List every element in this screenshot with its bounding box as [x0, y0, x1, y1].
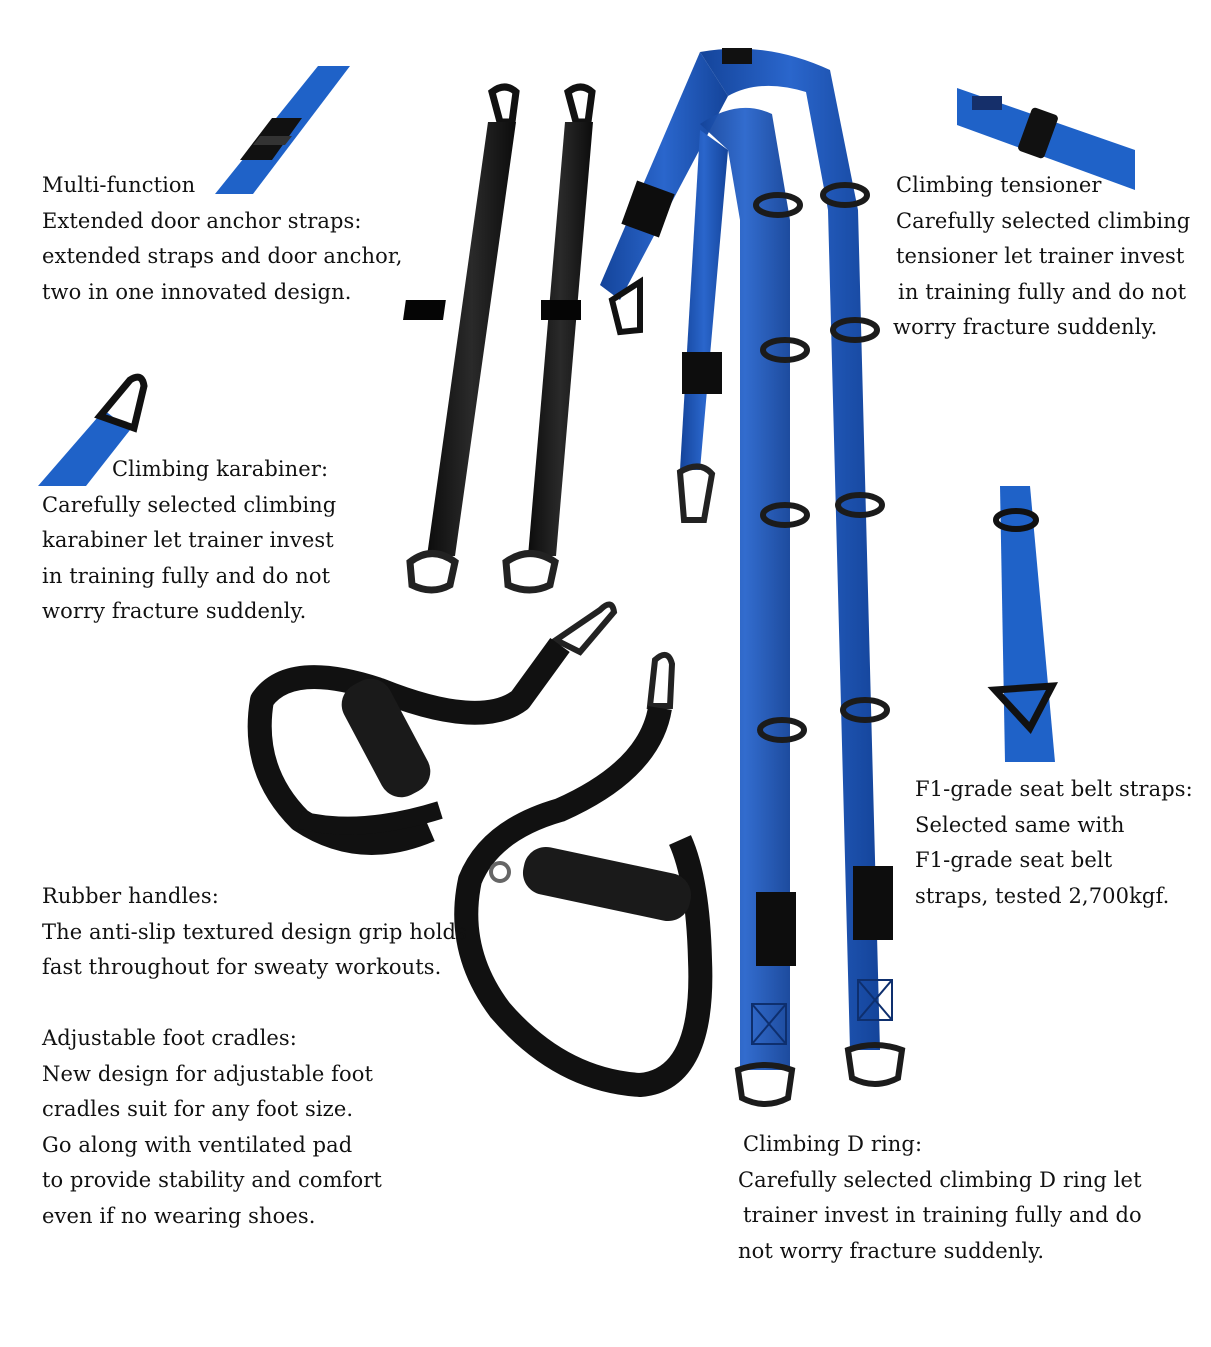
feature-line: karabiner let trainer invest — [42, 528, 334, 552]
feature-title: Climbing karabiner: — [112, 457, 329, 481]
feature-line: F1-grade seat belt — [915, 848, 1113, 872]
feature-line: Extended door anchor straps: — [42, 208, 362, 233]
feature-line: in training fully and do not — [898, 279, 1187, 304]
feature-multi-function — [42, 168, 403, 310]
feature-line: in training fully and do not — [42, 563, 331, 588]
feature-line: Carefully selected climbing D ring let — [738, 1167, 1142, 1192]
feature-rubber-handles — [42, 879, 467, 986]
feature-line: tensioner let trainer invest — [896, 244, 1185, 268]
feature-seat-belt-straps — [915, 772, 1193, 914]
feature-line: two in one innovated design. — [42, 279, 352, 304]
feature-title: Rubber handles: — [42, 884, 219, 908]
feature-line: straps, tested 2,700kgf. — [915, 883, 1170, 908]
feature-line: fast throughout for sweaty workouts. — [42, 955, 442, 979]
feature-line: trainer invest in training fully and do — [743, 1203, 1142, 1227]
feature-line: even if no wearing shoes. — [42, 1203, 316, 1228]
feature-line: Selected same with — [915, 812, 1125, 837]
feature-foot-cradles — [42, 1021, 382, 1234]
seat-belt-strap-sample — [995, 486, 1055, 762]
feature-line: worry fracture suddenly. — [893, 315, 1158, 339]
feature-line: Go along with ventilated pad — [42, 1132, 353, 1157]
feature-line: The anti-slip textured design grip holds — [42, 919, 467, 944]
feature-line: Carefully selected climbing — [42, 492, 337, 517]
feature-line: cradles suit for any foot size. — [42, 1097, 354, 1121]
feature-title: Adjustable foot cradles: — [42, 1026, 297, 1050]
black-extension-strap-right — [506, 87, 593, 590]
feature-title: Climbing D ring: — [743, 1132, 923, 1156]
feature-line: Carefully selected climbing — [896, 208, 1191, 233]
feature-title: Multi-function — [42, 173, 196, 197]
feature-line: extended straps and door anchor, — [42, 244, 403, 268]
feature-title: F1-grade seat belt straps: — [915, 777, 1193, 801]
feature-title: Climbing tensioner — [896, 173, 1102, 197]
feature-climbing-tensioner — [893, 168, 1190, 346]
feature-climbing-karabiner — [42, 452, 336, 630]
feature-line: to provide stability and comfort — [42, 1168, 382, 1192]
black-extension-strap-left — [403, 87, 516, 590]
feature-line: New design for adjustable foot — [42, 1061, 374, 1086]
blue-main-strap — [600, 48, 902, 1104]
feature-climbing-d-ring — [738, 1127, 1142, 1269]
feature-line: worry fracture suddenly. — [42, 599, 307, 623]
feature-line: not worry fracture suddenly. — [738, 1238, 1045, 1263]
